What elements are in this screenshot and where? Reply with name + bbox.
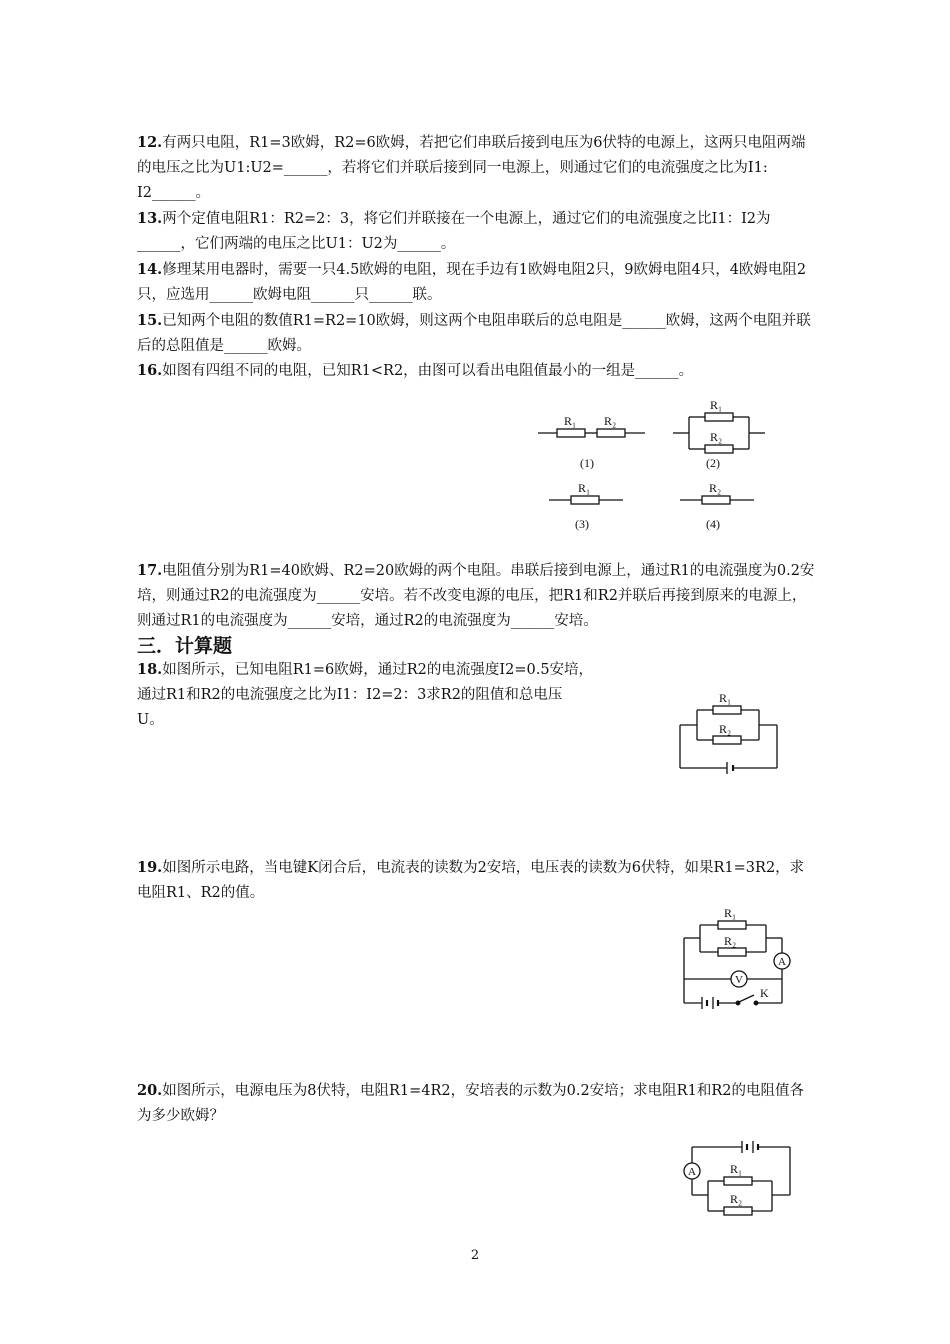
r2-label: R₂	[719, 722, 732, 736]
question-number: 13.	[137, 210, 163, 227]
question-16	[137, 358, 817, 384]
question-18	[137, 657, 657, 733]
section-title: 三．计算题	[137, 635, 233, 657]
question-20	[137, 1078, 817, 1129]
r2-label: R₂	[709, 481, 722, 495]
question-text: 修理某用电器时，需要一只4.5欧姆的电阻，现在手边有1欧姆电阻2只，9欧姆电阻4只，4欧姆电阻2只，应选用______欧姆电阻______只______联。	[137, 262, 807, 303]
question-number: 18.	[137, 661, 163, 678]
question-text: 有两只电阻，R1=3欧姆，R2=6欧姆，若把它们串联后接到电压为6伏特的电源上，这两只电阻两端的电压之比为U1:U2=______，若将它们并联后接到同一电源上，则通过它们的电流强度之比为I1: I2______。	[137, 135, 806, 201]
r1-label: R₁	[724, 906, 737, 920]
ammeter-icon: A	[688, 1166, 696, 1178]
question-number: 17.	[137, 562, 163, 579]
question-15	[137, 308, 817, 359]
question-number: 19.	[137, 859, 163, 876]
question-number: 20.	[137, 1082, 163, 1099]
group-3-label: (3)	[575, 517, 589, 531]
group-4-label: (4)	[706, 517, 720, 531]
question-number: 15.	[137, 312, 163, 329]
group-2-label: (2)	[706, 456, 720, 470]
question-number: 12.	[137, 134, 163, 151]
r1-label: R₁	[719, 691, 732, 705]
circuit-diagram-19	[678, 900, 796, 1012]
r1-label: R₁	[578, 481, 591, 495]
question-14	[137, 257, 817, 308]
r2-label: R₂	[710, 430, 723, 444]
r1-label: R₁	[730, 1162, 743, 1176]
resistor-groups-diagram	[535, 395, 775, 537]
key-label: K	[760, 986, 769, 1000]
question-12	[137, 130, 817, 206]
group-1-label: (1)	[580, 456, 594, 470]
question-13	[137, 206, 817, 257]
ammeter-icon: A	[778, 956, 786, 968]
circuit-diagram-18	[675, 688, 785, 780]
page-number: 2	[470, 1248, 480, 1263]
r2-label: R₂	[604, 414, 617, 428]
r2-label: R₂	[730, 1192, 743, 1206]
question-number: 16.	[137, 362, 163, 379]
question-text: 如图所示，电源电压为8伏特，电阻R1=4R2，安培表的示数为0.2安培；求电阻R1和R2的电阻值各为多少欧姆？	[137, 1083, 804, 1124]
question-text: 已知两个电阻的数值R1=R2=10欧姆，则这两个电阻串联后的总电阻是______欧姆，这两个电阻并联后的总阻值是______欧姆。	[137, 313, 811, 354]
circuit-diagram-20	[680, 1135, 798, 1223]
r1-label: R₁	[710, 398, 723, 412]
question-17	[137, 558, 817, 634]
r2-label: R₂	[724, 934, 737, 948]
question-text: 如图所示，已知电阻R1=6欧姆，通过R2的电流强度I2=0.5安培， 通过R1和R2的电流强度之比为I1：I2=2：3求R2的阻值和总电压 U。	[137, 662, 594, 728]
question-number: 14.	[137, 261, 163, 278]
r1-label: R₁	[564, 414, 577, 428]
question-19	[137, 855, 817, 906]
question-text: 如图有四组不同的电阻，已知R1<R2，由图可以看出电阻值最小的一组是______。	[162, 363, 694, 379]
question-text: 电阻值分别为R1=40欧姆、R2=20欧姆的两个电阻。串联后接到电源上，通过R1的电流强度为0.2安培，则通过R2的电流强度为______安培。若不改变电源的电压，把R1和R2并联后再接到原来的电源上，则通过R1的电流强度为______安培，通过R2的电流强度为______安培。	[137, 563, 815, 629]
question-text: 两个定值电阻R1：R2=2：3，将它们并联接在一个电源上，通过它们的电流强度之比I1：I2为______，它们两端的电压之比U1：U2为______。	[137, 211, 771, 252]
question-text: 如图所示电路，当电键K闭合后，电流表的读数为2安培，电压表的读数为6伏特，如果R1=3R2，求电阻R1、R2的值。	[137, 860, 805, 901]
voltmeter-icon: V	[735, 974, 743, 986]
